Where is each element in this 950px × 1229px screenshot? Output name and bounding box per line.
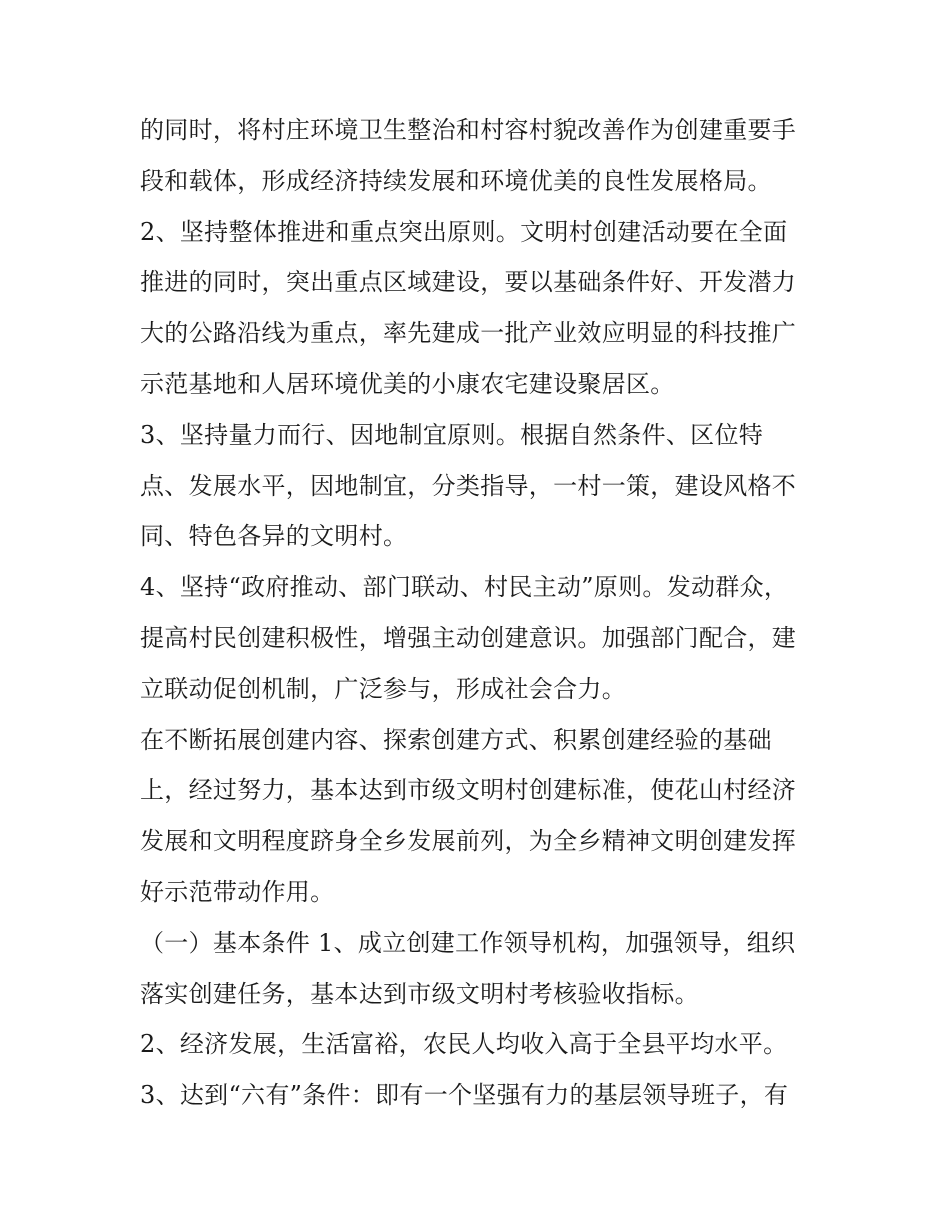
text-line: 的同时，将村庄环境卫生整治和村容村貌改善作为创建重要手 (140, 116, 797, 144)
text-line: 落实创建任务，基本达到市级文明村考核验收指标。 (140, 979, 699, 1008)
text-line: 3、达到“六有”条件：即有一个坚强有力的基层领导班子，有 (140, 1081, 789, 1110)
text-line: 提高村民创建积极性，增强主动创建意识。加强部门配合，建 (140, 623, 797, 652)
text-line: 2、经济发展，生活富裕，农民人均收入高于全县平均水平。 (140, 1030, 788, 1059)
text-line: 上，经过努力，基本达到市级文明村创建标准，使花山村经济 (140, 776, 797, 805)
text-line: 同、特色各异的文明村。 (140, 522, 408, 551)
text-line: 推进的同时，突出重点区域建设，要以基础条件好、开发潜力 (140, 268, 797, 297)
text-line: 好示范带动作用。 (140, 877, 335, 906)
text-line: 示范基地和人居环境优美的小康农宅建设聚居区。 (140, 369, 675, 398)
text-line: 2、坚持整体推进和重点突出原则。文明村创建活动要在全面 (140, 217, 788, 246)
text-line: 在不断拓展创建内容、探索创建方式、积累创建经验的基础 (140, 725, 772, 754)
text-line: 点、发展水平，因地制宜，分类指导，一村一策，建设风格不 (140, 471, 797, 500)
text-line: 3、坚持量力而行、因地制宜原则。根据自然条件、区位特 (140, 420, 764, 449)
text-line: 发展和文明程度跻身全乡发展前列，为全乡精神文明创建发挥 (140, 827, 797, 856)
text-line: 4、坚持“政府推动、部门联动、村民主动”原则。发动群众， (140, 573, 789, 602)
text-line: 大的公路沿线为重点，率先建成一批产业效应明显的科技推广 (140, 319, 797, 348)
text-line: （一）基本条件 1、成立创建工作领导机构，加强领导，组织 (140, 928, 796, 957)
body-text (140, 105, 820, 1121)
text-line: 段和载体，形成经济持续发展和环境优美的良性发展格局。 (140, 166, 772, 195)
text-line: 立联动促创机制，广泛参与，形成社会合力。 (140, 674, 626, 703)
